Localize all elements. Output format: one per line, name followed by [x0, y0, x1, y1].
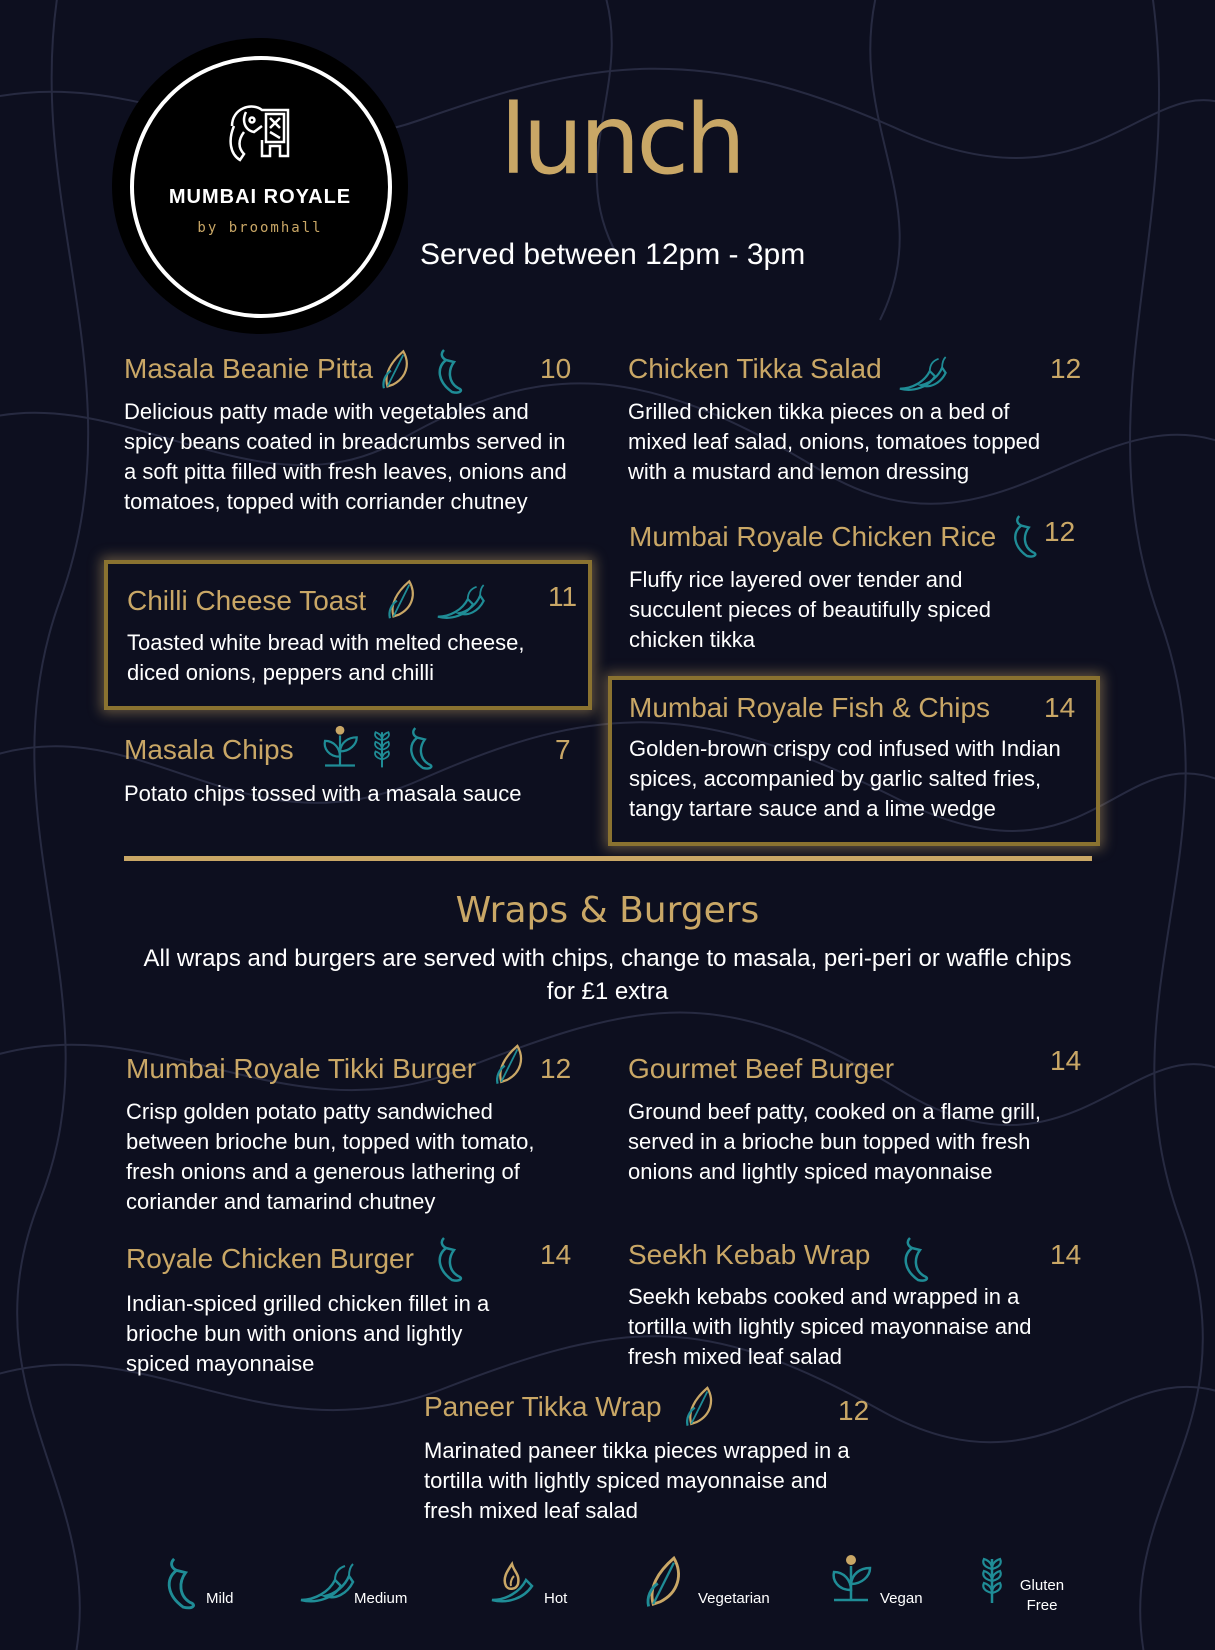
- item-price: 12: [838, 1395, 870, 1426]
- vegetarian-icon: [684, 1382, 720, 1428]
- vegan-icon: [318, 724, 362, 770]
- vegan-icon: [826, 1550, 876, 1608]
- item-description: Marinated paneer tikka pieces wrapped in a tortilla with lightly spiced mayonnaise and fresh mixed leaf salad: [424, 1438, 850, 1523]
- item-description: Potato chips tossed with a masala sauce: [124, 781, 522, 806]
- legend-label-medium: Medium: [354, 1590, 408, 1607]
- item-description: Delicious patty made with vegetables and spicy beans coated in breadcrumbs served in a soft pitta filled with fresh leaves, onions and tomatoes, topped with corriander chutney: [124, 399, 567, 514]
- item-price: 14: [540, 1239, 572, 1270]
- vegetarian-icon: [494, 1040, 530, 1086]
- item-name: Chicken Tikka Salad: [628, 353, 882, 384]
- brand-subtitle: by broomhall: [197, 220, 323, 236]
- item-name: Chilli Cheese Toast: [127, 585, 367, 616]
- item-name: Seekh Kebab Wrap: [628, 1239, 871, 1270]
- section-title: Wraps & Burgers: [455, 890, 760, 931]
- medium-chilli-icon: [294, 1556, 356, 1606]
- item-price: 12: [1050, 353, 1082, 384]
- mild-chilli-icon: [158, 1554, 204, 1612]
- item-name: Masala Chips: [124, 734, 294, 765]
- item-description: Ground beef patty, cooked on a flame grill, served in a brioche bun topped with fresh onions and lightly spiced mayonnaise: [628, 1099, 1041, 1184]
- item-price: 10: [540, 353, 572, 384]
- item-description: Indian-spiced grilled chicken fillet in a brioche bun with onions and lightly spiced mayonnaise: [126, 1291, 490, 1376]
- elephant-icon: [222, 96, 298, 172]
- item-description: Grilled chicken tikka pieces on a bed of mixed leaf salad, onions, tomatoes topped with a mustard and lemon dressing: [628, 399, 1041, 484]
- item-name: Mumbai Royale Fish & Chips: [629, 692, 991, 723]
- item-description: Seekh kebabs cooked and wrapped in a tortilla with lightly spiced mayonnaise and fresh mixed leaf salad: [628, 1284, 1032, 1369]
- item-price: 12: [1044, 516, 1076, 547]
- item-name: Mumbai Royale Chicken Rice: [629, 521, 997, 552]
- legend-label-mild: Mild: [206, 1590, 234, 1607]
- section-note: All wraps and burgers are served with chips, change to masala, peri-peri or waffle chips for £1 extra: [143, 945, 1072, 1005]
- item-price: 14: [1050, 1239, 1082, 1270]
- legend-label-hot: Hot: [544, 1590, 568, 1607]
- medium-chilli-icon: [894, 350, 948, 394]
- item-name: Mumbai Royale Tikki Burger: [126, 1053, 477, 1084]
- item-description: Toasted white bread with melted cheese, diced onions, peppers and chilli: [127, 630, 525, 685]
- item-price: 11: [548, 581, 578, 612]
- medium-chilli-icon: [432, 578, 486, 622]
- legend-label-vegetarian: Vegetarian: [698, 1590, 770, 1607]
- item-name: Paneer Tikka Wrap: [424, 1391, 662, 1422]
- mild-chilli-icon: [1006, 512, 1044, 560]
- serving-hours: Served between 12pm - 3pm: [420, 238, 806, 271]
- item-name: Royale Chicken Burger: [126, 1243, 414, 1274]
- vegetarian-icon: [644, 1550, 690, 1610]
- brand-name: MUMBAI ROYALE: [168, 186, 352, 208]
- item-description: Golden-brown crispy cod infused with Indian spices, accompanied by garlic salted fries, tangy tartare sauce and a lime wedge: [629, 736, 1061, 821]
- gluten-free-icon: [366, 726, 398, 772]
- item-description: Crisp golden potato patty sandwiched between brioche bun, topped with tomato, fresh onions and a generous lathering of coriander and tamarind chutney: [126, 1099, 535, 1214]
- gluten-free-icon: [972, 1550, 1012, 1610]
- mild-chilli-icon: [430, 1234, 470, 1284]
- vegetarian-icon: [386, 576, 422, 620]
- mild-chilli-icon: [896, 1234, 936, 1284]
- item-description: Fluffy rice layered over tender and succulent pieces of beautifully spiced chicken tikka: [629, 567, 991, 652]
- item-price: 14: [1044, 692, 1076, 723]
- legend-label-gluten-free: Gluten Free: [1019, 1577, 1065, 1614]
- mild-chilli-icon: [402, 724, 440, 772]
- section-divider: [124, 856, 1092, 861]
- vegetarian-icon: [380, 346, 416, 390]
- item-price: 12: [540, 1053, 572, 1084]
- brand-logo: [112, 38, 408, 334]
- hot-chilli-icon: [486, 1556, 546, 1606]
- item-price: 14: [1050, 1045, 1082, 1076]
- item-price: 7: [555, 734, 571, 765]
- item-name: Gourmet Beef Burger: [628, 1053, 895, 1084]
- page-title: lunch: [500, 84, 742, 196]
- item-name: Masala Beanie Pitta: [124, 353, 374, 384]
- legend-label-vegan: Vegan: [880, 1590, 923, 1607]
- mild-chilli-icon: [430, 346, 470, 396]
